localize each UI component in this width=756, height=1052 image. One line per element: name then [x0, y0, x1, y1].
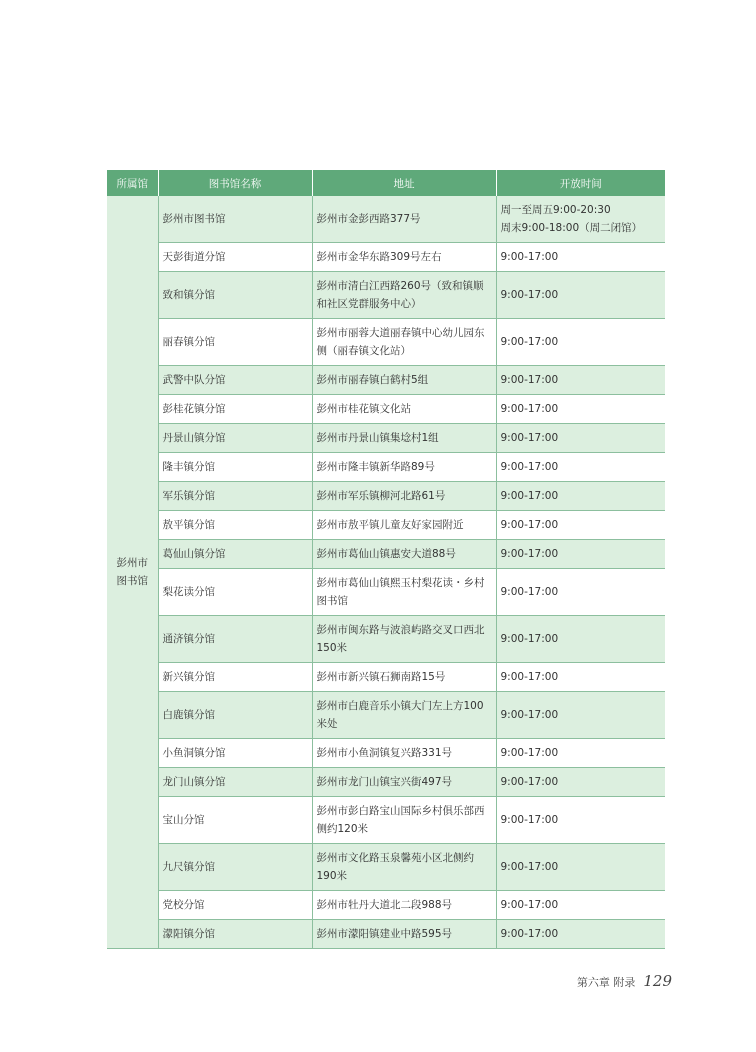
hours-cell: 9:00-17:00	[496, 319, 665, 366]
chapter-label: 第六章 附录	[576, 976, 636, 989]
library-name-cell: 新兴镇分馆	[158, 663, 312, 692]
table-row	[107, 366, 665, 395]
table-row	[107, 844, 665, 891]
hours-cell: 9:00-17:00	[496, 569, 665, 616]
library-name-cell: 濛阳镇分馆	[158, 920, 312, 949]
table-row	[107, 663, 665, 692]
table-row	[107, 424, 665, 453]
address-cell: 彭州市敖平镇儿童友好家园附近	[312, 511, 496, 540]
page-footer	[577, 972, 672, 990]
library-name-cell: 致和镇分馆	[158, 272, 312, 319]
hours-cell: 9:00-17:00	[496, 920, 665, 949]
library-name-cell: 葛仙山镇分馆	[158, 540, 312, 569]
address-cell: 彭州市清白江西路260号（致和镇顺和社区党群服务中心）	[312, 272, 496, 319]
table-row	[107, 319, 665, 366]
table-row	[107, 797, 665, 844]
address-cell: 彭州市彭白路宝山国际乡村俱乐部西侧约120米	[312, 797, 496, 844]
library-name-cell: 白鹿镇分馆	[158, 692, 312, 739]
library-name-cell: 党校分馆	[158, 891, 312, 920]
hours-cell: 9:00-17:00	[496, 540, 665, 569]
address-cell: 彭州市白鹿音乐小镇大门左上方100米处	[312, 692, 496, 739]
page-number: 129	[643, 972, 672, 990]
hours-cell: 9:00-17:00	[496, 768, 665, 797]
hours-cell: 9:00-17:00	[496, 424, 665, 453]
library-name-cell: 军乐镇分馆	[158, 482, 312, 511]
address-cell: 彭州市隆丰镇新华路89号	[312, 453, 496, 482]
library-name-cell: 彭桂花镇分馆	[158, 395, 312, 424]
library-name-cell: 丹景山镇分馆	[158, 424, 312, 453]
table-row	[107, 395, 665, 424]
hours-cell: 9:00-17:00	[496, 797, 665, 844]
library-name-cell: 梨花读分馆	[158, 569, 312, 616]
address-cell: 彭州市金彭西路377号	[312, 196, 496, 243]
hours-cell: 9:00-17:00	[496, 739, 665, 768]
address-cell: 彭州市牡丹大道北二段988号	[312, 891, 496, 920]
address-cell: 彭州市军乐镇柳河北路61号	[312, 482, 496, 511]
table-row	[107, 243, 665, 272]
library-name-cell: 宝山分馆	[158, 797, 312, 844]
hours-cell: 9:00-17:00	[496, 395, 665, 424]
table-row	[107, 569, 665, 616]
address-cell: 彭州市丽蓉大道丽春镇中心幼儿园东侧（丽春镇文化站）	[312, 319, 496, 366]
hours-cell: 9:00-17:00	[496, 366, 665, 395]
table-row	[107, 616, 665, 663]
table-row	[107, 920, 665, 949]
hours-cell: 9:00-17:00	[496, 482, 665, 511]
address-cell: 彭州市葛仙山镇熙玉村梨花读・乡村图书馆	[312, 569, 496, 616]
hours-cell: 9:00-17:00	[496, 272, 665, 319]
header-address: 地址	[312, 170, 496, 196]
hours-cell: 9:00-17:00	[496, 243, 665, 272]
library-name-cell: 天彭街道分馆	[158, 243, 312, 272]
address-cell: 彭州市金华东路309号左右	[312, 243, 496, 272]
library-name-cell: 彭州市图书馆	[158, 196, 312, 243]
address-cell: 彭州市小鱼洞镇复兴路331号	[312, 739, 496, 768]
library-name-cell: 小鱼洞镇分馆	[158, 739, 312, 768]
library-name-cell: 通济镇分馆	[158, 616, 312, 663]
address-cell: 彭州市桂花镇文化站	[312, 395, 496, 424]
table-row	[107, 540, 665, 569]
address-cell: 彭州市丽春镇白鹤村5组	[312, 366, 496, 395]
address-cell: 彭州市龙门山镇宝兴街497号	[312, 768, 496, 797]
header-branch: 所属馆	[107, 170, 158, 196]
table-row	[107, 196, 665, 243]
hours-cell: 9:00-17:00	[496, 616, 665, 663]
table-row	[107, 692, 665, 739]
address-cell: 彭州市闽东路与波浪屿路交叉口西北150米	[312, 616, 496, 663]
library-table	[107, 170, 665, 949]
table-row	[107, 272, 665, 319]
table-row	[107, 739, 665, 768]
hours-cell: 周一至周五9:00-20:30 周末9:00-18:00（周二闭馆）	[496, 196, 665, 243]
address-cell: 彭州市丹景山镇集埝村1组	[312, 424, 496, 453]
table-header-row	[107, 170, 665, 196]
library-name-cell: 武警中队分馆	[158, 366, 312, 395]
table-row	[107, 891, 665, 920]
table-row	[107, 482, 665, 511]
header-library-name: 图书馆名称	[158, 170, 312, 196]
address-cell: 彭州市葛仙山镇惠安大道88号	[312, 540, 496, 569]
hours-cell: 9:00-17:00	[496, 511, 665, 540]
hours-cell: 9:00-17:00	[496, 453, 665, 482]
table-row	[107, 768, 665, 797]
library-name-cell: 丽春镇分馆	[158, 319, 312, 366]
table-row	[107, 511, 665, 540]
header-opening-hours: 开放时间	[496, 170, 665, 196]
hours-cell: 9:00-17:00	[496, 844, 665, 891]
address-cell: 彭州市濛阳镇建业中路595号	[312, 920, 496, 949]
library-name-cell: 隆丰镇分馆	[158, 453, 312, 482]
address-cell: 彭州市新兴镇石狮南路15号	[312, 663, 496, 692]
address-cell: 彭州市文化路玉泉馨苑小区北侧约190米	[312, 844, 496, 891]
library-name-cell: 敖平镇分馆	[158, 511, 312, 540]
library-name-cell: 九尺镇分馆	[158, 844, 312, 891]
group-cell: 彭州市 图书馆	[107, 196, 158, 949]
library-name-cell: 龙门山镇分馆	[158, 768, 312, 797]
hours-cell: 9:00-17:00	[496, 663, 665, 692]
table-row	[107, 453, 665, 482]
hours-cell: 9:00-17:00	[496, 692, 665, 739]
hours-cell: 9:00-17:00	[496, 891, 665, 920]
